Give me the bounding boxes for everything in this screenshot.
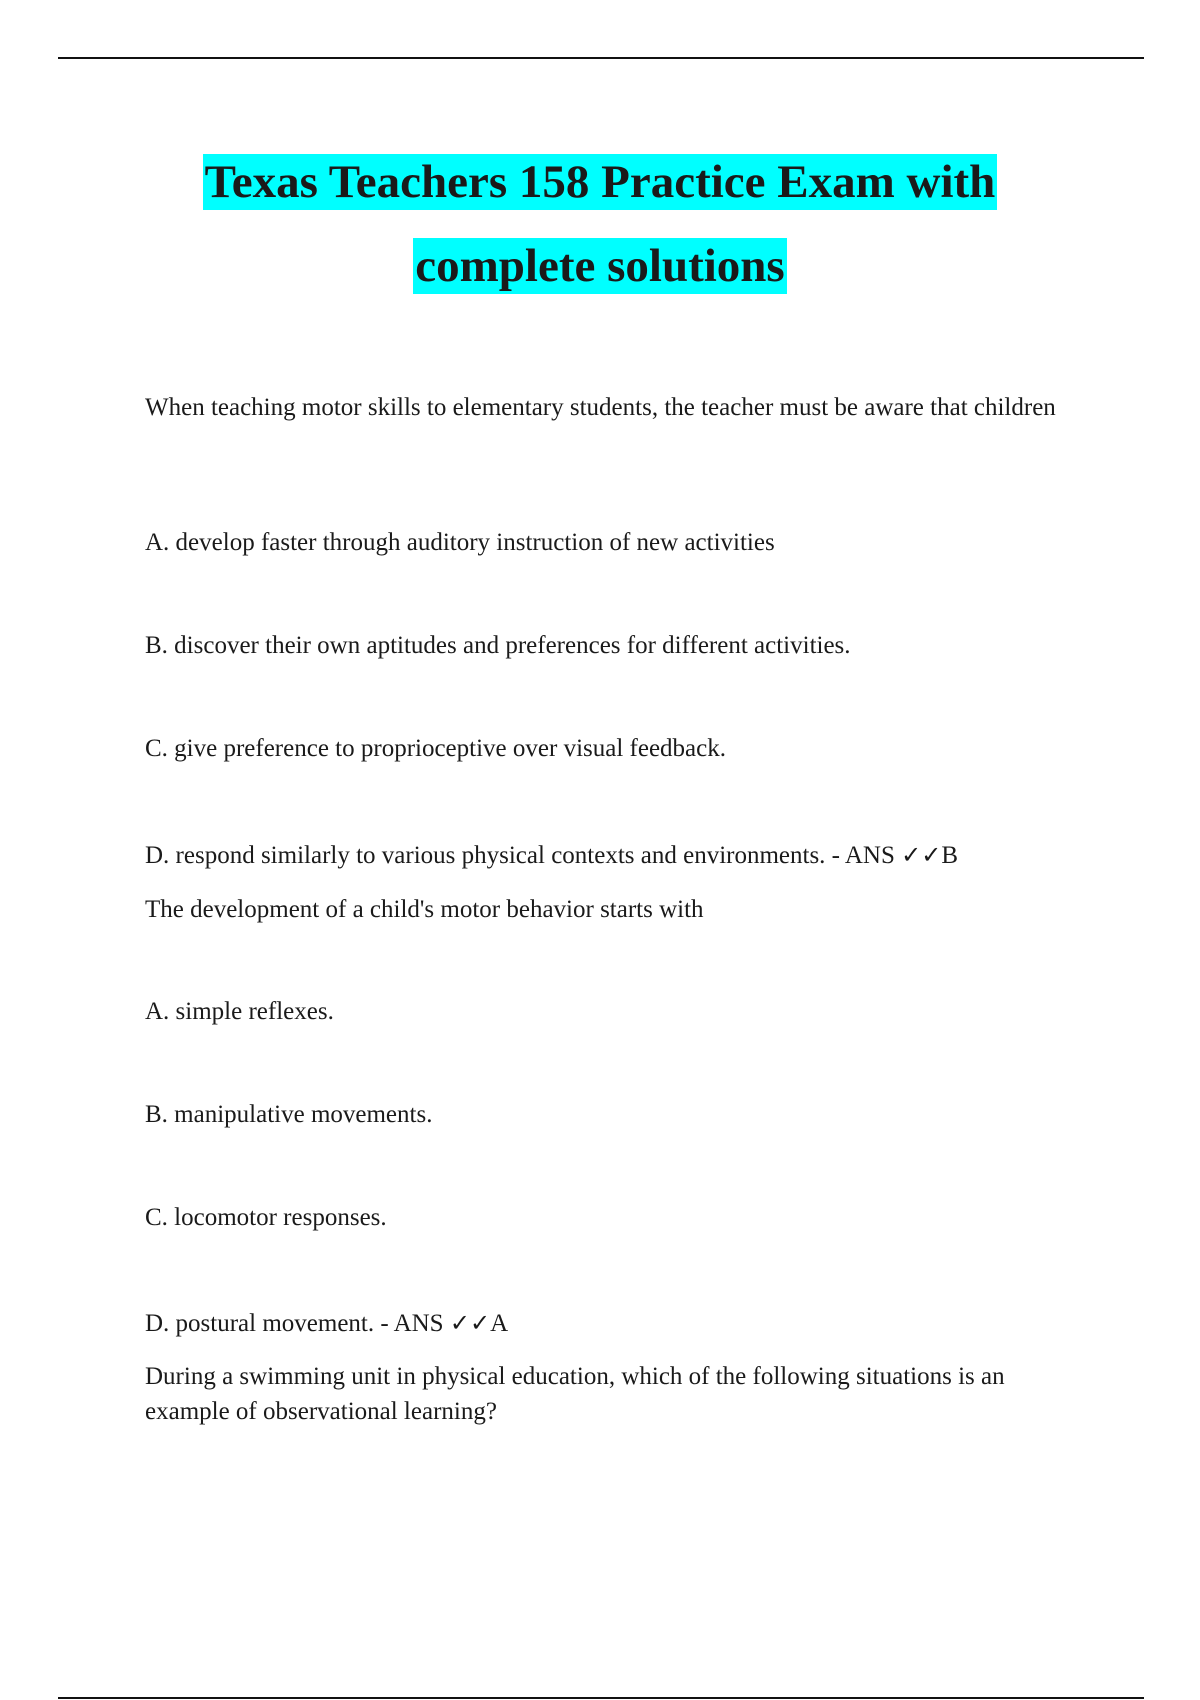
question-2-option-b: B. manipulative movements. <box>145 1101 433 1128</box>
question-2-option-a: A. simple reflexes. <box>145 998 334 1025</box>
title-line-2: complete solutions <box>415 240 785 292</box>
question-1-option-a: A. develop faster through auditory instruction of new activities <box>145 529 775 556</box>
header-rule <box>58 57 1144 59</box>
question-2-option-c: C. locomotor responses. <box>145 1204 387 1231</box>
question-3-stem: During a swimming unit in physical education, which of the following situations is an example of observational learning? <box>145 1363 1005 1425</box>
double-check-icon: ✓✓ <box>901 841 942 869</box>
question-2-stem: The development of a child's motor behavior starts with <box>145 896 704 923</box>
question-1-option-d-text: D. respond similarly to various physical contexts and environments. - ANS <box>145 842 895 869</box>
document-title <box>0 140 1200 308</box>
question-1-stem: When teaching motor skills to elementary students, the teacher must be aware that children <box>145 394 1056 421</box>
question-1-option-c: C. give preference to proprioceptive over visual feedback. <box>145 735 726 762</box>
footer-rule <box>58 1697 1144 1699</box>
question-1-option-d <box>145 838 1095 873</box>
question-1-answer: B <box>941 842 959 869</box>
question-2-option-d-text: D. postural movement. - ANS <box>145 1310 444 1337</box>
question-1-option-b: B. discover their own aptitudes and preferences for different activities. <box>145 632 851 659</box>
double-check-icon: ✓✓ <box>449 1309 491 1337</box>
title-line-1: Texas Teachers 158 Practice Exam with <box>204 156 996 208</box>
question-2-option-d <box>145 1306 1095 1341</box>
question-2-answer: A <box>490 1310 509 1337</box>
